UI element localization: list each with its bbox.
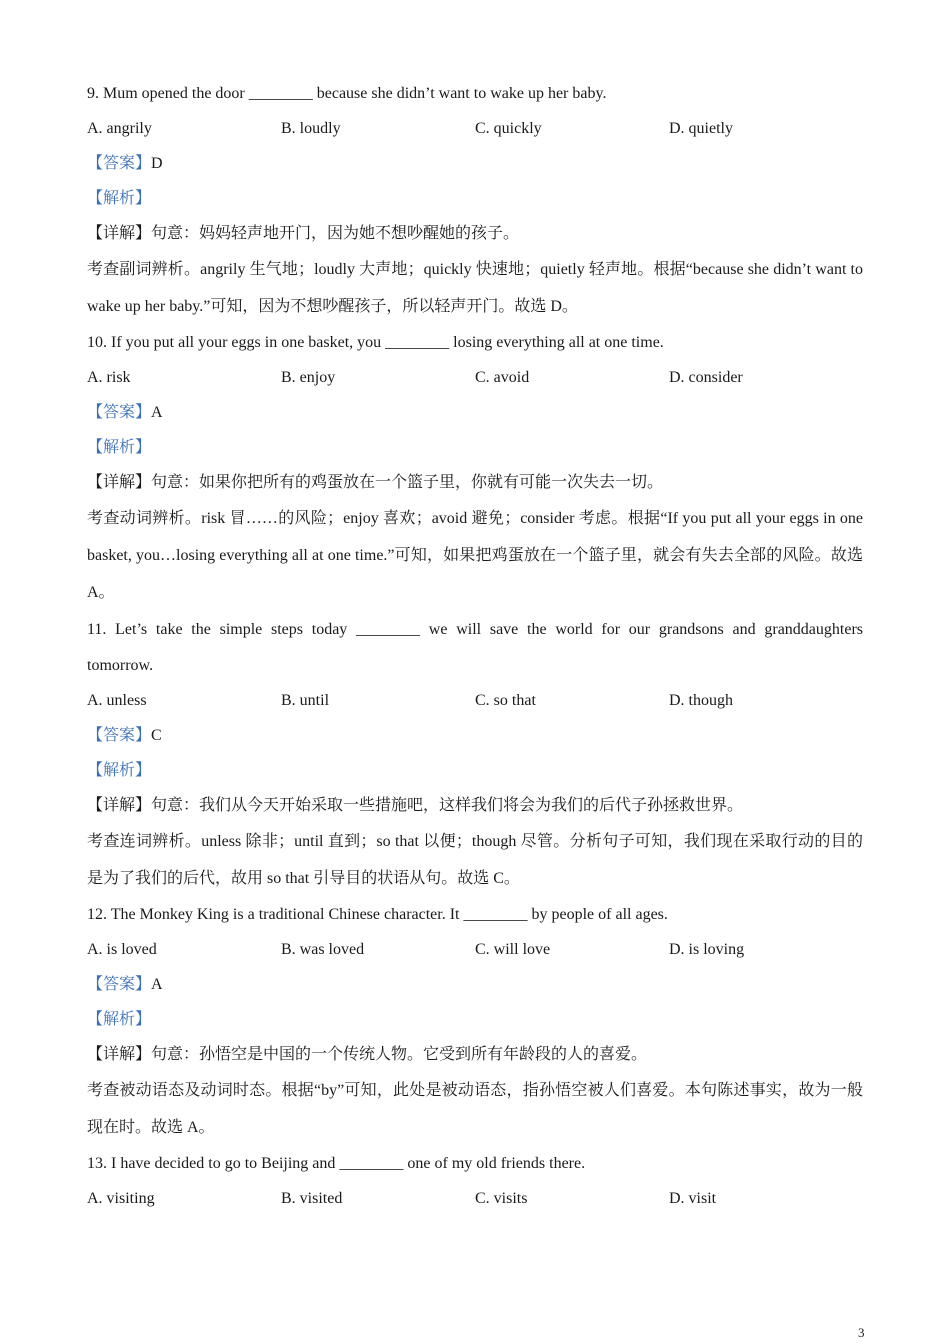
option-a: A. angrily	[87, 120, 152, 137]
option-b: B. was loved	[281, 941, 365, 958]
options-row	[87, 111, 863, 146]
answer-line	[87, 395, 863, 430]
option-d: D. consider	[669, 369, 743, 386]
answer-value: D	[151, 155, 163, 172]
question-stem: 10. If you put all your eggs in one basket, you ________ losing everything all at one time.	[87, 334, 664, 351]
analysis-tag: 【解析】	[87, 439, 152, 456]
question-stem: 12. The Monkey King is a traditional Chinese character. It ________ by people of all ages.	[87, 906, 668, 923]
options-row	[87, 932, 863, 967]
analysis-line	[87, 753, 863, 788]
answer-line	[87, 146, 863, 181]
answer-tag: 【答案】	[87, 404, 152, 421]
analysis-line	[87, 1002, 863, 1037]
option-d: D. though	[669, 692, 733, 709]
option-d: D. visit	[669, 1190, 717, 1207]
detail-line	[87, 465, 863, 500]
option-c: C. visits	[475, 1190, 528, 1207]
detail-tag: 【详解】	[87, 1046, 152, 1063]
option-b: B. visited	[281, 1190, 343, 1207]
option-b: B. until	[281, 692, 330, 709]
option-a: A. visiting	[87, 1190, 155, 1207]
detail-text: 句意：孙悟空是中国的一个传统人物。它受到所有年龄段的人的喜爱。	[151, 1046, 648, 1063]
detail-line	[87, 1037, 863, 1072]
question-stem: 9. Mum opened the door ________ because she didn’t want to wake up her baby.	[87, 85, 607, 102]
detail-tag: 【详解】	[87, 797, 152, 814]
question-12	[87, 897, 863, 1146]
answer-tag: 【答案】	[87, 727, 152, 744]
page-number: 3	[858, 1325, 865, 1340]
option-a: A. unless	[87, 692, 147, 709]
question-11	[87, 611, 863, 897]
answer-value: A	[151, 976, 163, 993]
option-d: D. quietly	[669, 120, 733, 137]
answer-line	[87, 718, 863, 753]
analysis-tag: 【解析】	[87, 190, 152, 207]
analysis-tag: 【解析】	[87, 762, 152, 779]
answer-line	[87, 967, 863, 1002]
options-row	[87, 1181, 863, 1216]
options-row	[87, 683, 863, 718]
detail-text: 句意：我们从今天开始采取一些措施吧，这样我们将会为我们的后代子孙拯救世界。	[151, 797, 744, 814]
analysis-tag: 【解析】	[87, 1011, 152, 1028]
option-c: C. will love	[475, 941, 551, 958]
question-stem-continued: tomorrow.	[87, 657, 154, 674]
question-13	[87, 1146, 863, 1216]
option-b: B. loudly	[281, 120, 341, 137]
option-d: D. is loving	[669, 941, 745, 958]
option-b: B. enjoy	[281, 369, 336, 386]
answer-value: A	[151, 404, 163, 421]
explanation: 考查连词辨析。unless 除非；until 直到；so that 以便；though 尽管。分析句子可知，我们现在采取行动的目的是为了我们的后代，故用 so that 引导目的状语从句。故选 C。	[87, 833, 863, 887]
analysis-line	[87, 430, 863, 465]
detail-line	[87, 216, 863, 251]
question-10	[87, 325, 863, 611]
document-page	[87, 76, 863, 1216]
answer-tag: 【答案】	[87, 155, 152, 172]
answer-tag: 【答案】	[87, 976, 152, 993]
detail-text: 句意：妈妈轻声地开门，因为她不想吵醒她的孩子。	[151, 225, 520, 242]
option-c: C. avoid	[475, 369, 530, 386]
question-stem: 11. Let’s take the simple steps today ________ we will save the world for our grandsons and granddaughters	[87, 621, 863, 638]
options-row	[87, 360, 863, 395]
explanation: 考查动词辨析。risk 冒……的风险；enjoy 喜欢；avoid 避免；consider 考虑。根据“If you put all your eggs in one basket, you…losing everything all at one time.”可知，如果把鸡蛋放在一个篮子里，就会有失去全部的风险。故选 A。	[87, 510, 863, 601]
option-c: C. so that	[475, 692, 536, 709]
option-c: C. quickly	[475, 120, 542, 137]
option-a: A. risk	[87, 369, 131, 386]
question-9	[87, 76, 863, 325]
explanation: 考查被动语态及动词时态。根据“by”可知，此处是被动语态，指孙悟空被人们喜爱。本句陈述事实，故为一般现在时。故选 A。	[87, 1082, 863, 1136]
explanation: 考查副词辨析。angrily 生气地；loudly 大声地；quickly 快速地；quietly 轻声地。根据“because she didn’t want to wake up her baby.”可知，因为不想吵醒孩子，所以轻声开门。故选 D。	[87, 261, 863, 315]
detail-text: 句意：如果你把所有的鸡蛋放在一个篮子里，你就有可能一次失去一切。	[151, 474, 664, 491]
option-a: A. is loved	[87, 941, 157, 958]
analysis-line	[87, 181, 863, 216]
detail-tag: 【详解】	[87, 474, 152, 491]
answer-value: C	[151, 727, 162, 744]
detail-line	[87, 788, 863, 823]
detail-tag: 【详解】	[87, 225, 152, 242]
question-stem: 13. I have decided to go to Beijing and ________ one of my old friends there.	[87, 1155, 586, 1172]
